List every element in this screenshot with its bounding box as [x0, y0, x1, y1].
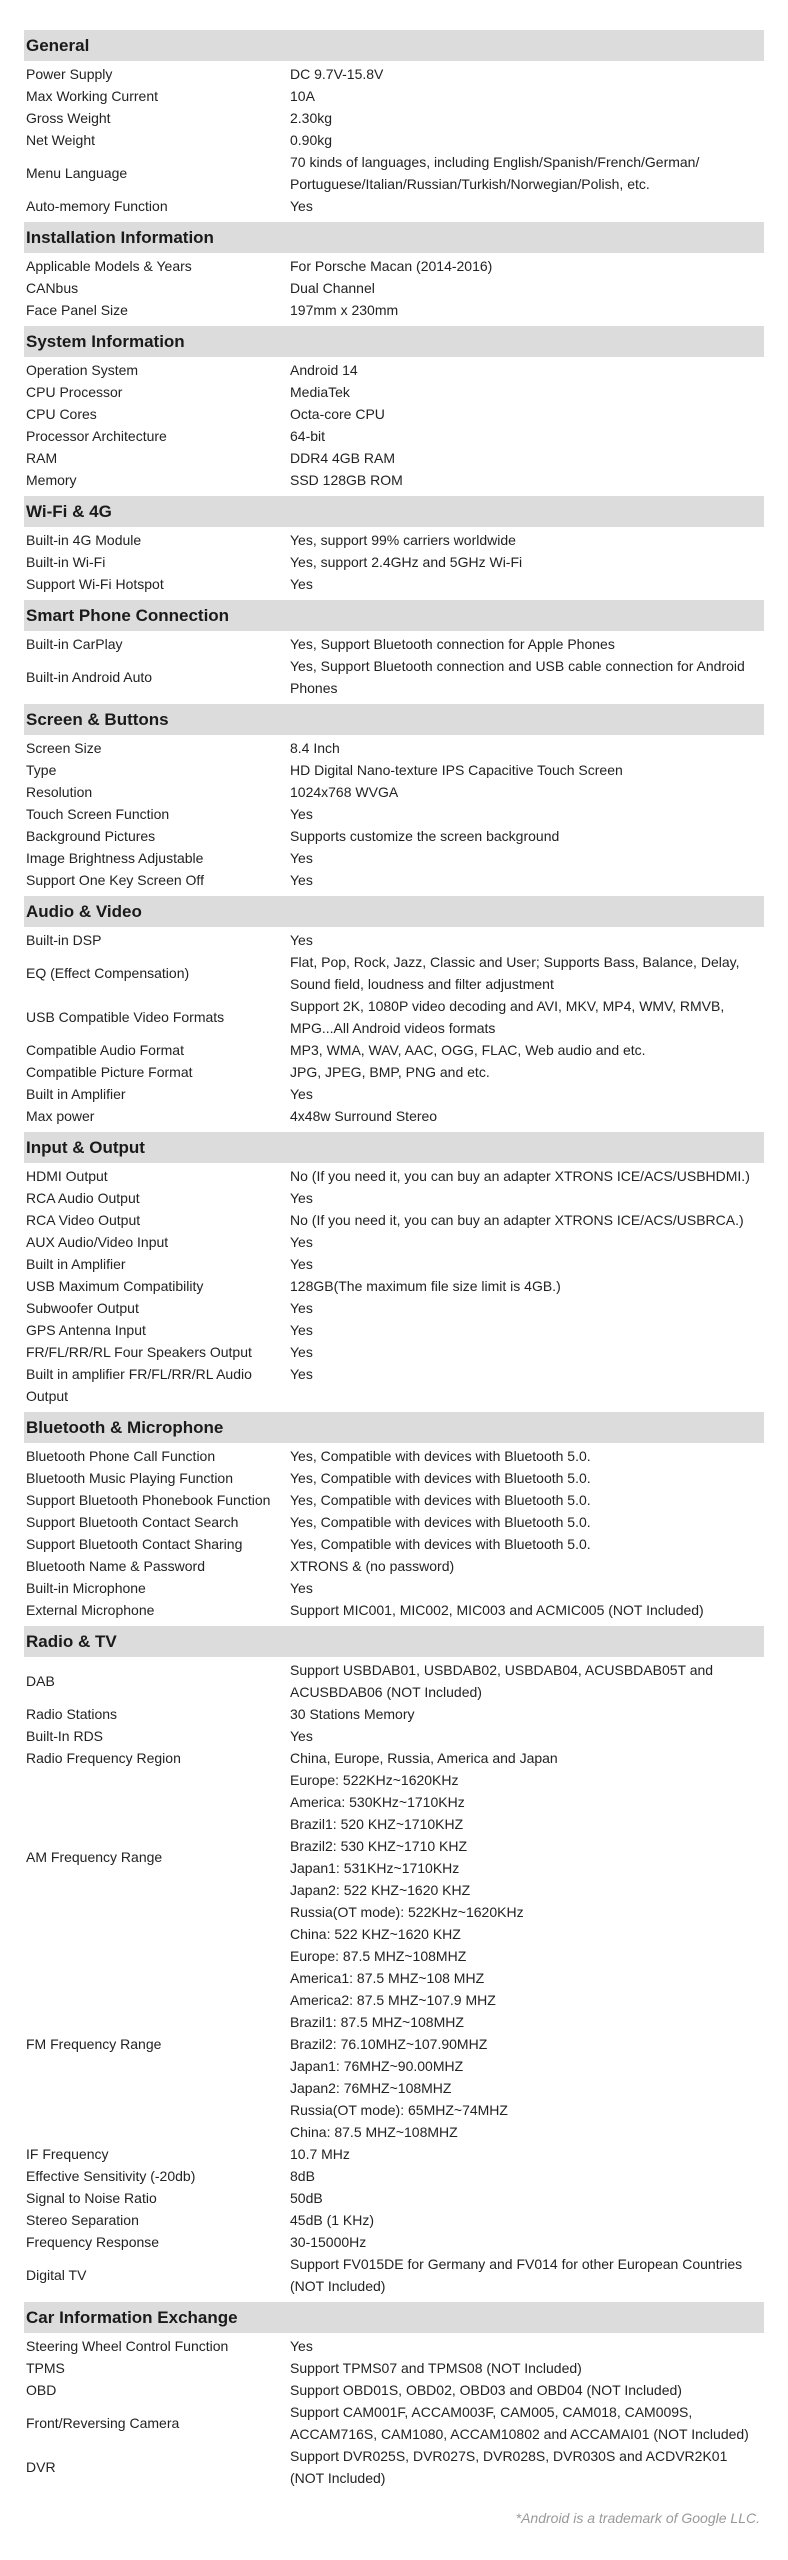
spec-value: 197mm x 230mm [290, 302, 399, 318]
spec-row [24, 1703, 764, 1725]
section-screen-buttons [24, 704, 764, 892]
spec-row [24, 2335, 764, 2357]
spec-value: Android 14 [290, 362, 358, 378]
spec-value: 0.90kg [290, 132, 333, 148]
spec-row [24, 1599, 764, 1621]
spec-rows [24, 927, 764, 1128]
section-title: System Information [24, 326, 764, 357]
spec-value: Yes [290, 806, 313, 822]
spec-value: 64-bit [290, 428, 326, 444]
spec-label: GPS Antenna Input [26, 1322, 146, 1338]
spec-value: Support FV015DE for Germany and FV014 for other European Countries (NOT Included) [290, 2256, 743, 2294]
spec-label: Compatible Audio Format [26, 1042, 184, 1058]
spec-row [24, 425, 764, 447]
spec-value: 50dB [290, 2190, 323, 2206]
spec-value: 30 Stations Memory [290, 1706, 415, 1722]
spec-row [24, 403, 764, 425]
spec-value-line: China: 87.5 MHZ~108MHZ [290, 2124, 458, 2140]
spec-row [24, 107, 764, 129]
spec-value: Yes [290, 1190, 313, 1206]
spec-rows [24, 1657, 764, 2298]
spec-label: Gross Weight [26, 110, 111, 126]
spec-value-line: Russia(OT mode): 65MHZ~74MHZ [290, 2102, 508, 2118]
spec-value: Yes [290, 1366, 313, 1382]
spec-row [24, 1231, 764, 1253]
spec-label: Support Wi-Fi Hotspot [26, 576, 164, 592]
spec-row [24, 1319, 764, 1341]
section-title: Radio & TV [24, 1626, 764, 1657]
spec-label: Image Brightness Adjustable [26, 850, 204, 866]
spec-row [24, 2143, 764, 2165]
spec-label: Built in Amplifier [26, 1256, 126, 1272]
spec-row [24, 2165, 764, 2187]
section-title: Audio & Video [24, 896, 764, 927]
spec-label: USB Maximum Compatibility [26, 1278, 204, 1294]
spec-rows [24, 2333, 764, 2490]
spec-value-line: America: 530KHz~1710KHz [290, 1794, 465, 1810]
spec-label: Built-in DSP [26, 932, 102, 948]
spec-row [24, 1061, 764, 1083]
spec-row [24, 277, 764, 299]
spec-value: Yes, Support Bluetooth connection and USB cable connection for Android Phones [290, 658, 745, 696]
section-title: General [24, 30, 764, 61]
spec-value: 30-15000Hz [290, 2234, 367, 2250]
spec-value-line: Brazil2: 76.10MHZ~107.90MHZ [290, 2036, 488, 2052]
section-wi-fi-4g [24, 496, 764, 596]
spec-value: Octa-core CPU [290, 406, 385, 422]
spec-value: Yes, Support Bluetooth connection for Apple Phones [290, 636, 615, 652]
spec-value: 70 kinds of languages, including English/Spanish/French/German/ Portuguese/Italian/Russian/Turkish/Norwegian/Polish, etc. [290, 154, 700, 192]
spec-value: Yes [290, 576, 313, 592]
spec-value: Yes [290, 932, 313, 948]
spec-row [24, 2209, 764, 2231]
spec-row [24, 1659, 764, 1703]
spec-label: CANbus [26, 280, 79, 296]
spec-label: RAM [26, 450, 58, 466]
spec-value: For Porsche Macan (2014-2016) [290, 258, 493, 274]
spec-label: Support Bluetooth Phonebook Function [26, 1492, 271, 1508]
spec-label: Built-in CarPlay [26, 636, 123, 652]
spec-value: XTRONS & (no password) [290, 1558, 455, 1574]
spec-row [24, 529, 764, 551]
spec-row [24, 299, 764, 321]
section-bluetooth-microphone [24, 1412, 764, 1622]
spec-value: Yes, Compatible with devices with Bluetooth 5.0. [290, 1514, 591, 1530]
spec-row [24, 151, 764, 195]
spec-label: Support Bluetooth Contact Sharing [26, 1536, 243, 1552]
spec-row [24, 1945, 764, 2143]
spec-label: Applicable Models & Years [26, 258, 192, 274]
spec-value: Yes [290, 1234, 313, 1250]
spec-sheet [24, 0, 764, 2526]
spec-row [24, 1769, 764, 1945]
spec-value-line: Europe: 87.5 MHZ~108MHZ [290, 1948, 467, 1964]
spec-row [24, 2357, 764, 2379]
spec-value: Yes, Compatible with devices with Bluetooth 5.0. [290, 1448, 591, 1464]
spec-label: Built-In RDS [26, 1728, 104, 1744]
spec-label: Radio Frequency Region [26, 1750, 181, 1766]
spec-rows [24, 1443, 764, 1622]
spec-label: Auto-memory Function [26, 198, 168, 214]
spec-value: Yes, support 99% carriers worldwide [290, 532, 516, 548]
spec-label: Face Panel Size [26, 302, 128, 318]
spec-row [24, 1341, 764, 1363]
spec-row [24, 129, 764, 151]
spec-label: RCA Audio Output [26, 1190, 140, 1206]
section-system-information [24, 326, 764, 492]
spec-label: RCA Video Output [26, 1212, 141, 1228]
spec-label: Screen Size [26, 740, 102, 756]
spec-value: Yes [290, 1344, 313, 1360]
spec-value: Flat, Pop, Rock, Jazz, Classic and User; Supports Bass, Balance, Delay, Sound field, loudness and filter adjustment [290, 954, 740, 992]
spec-label: Stereo Separation [26, 2212, 139, 2228]
spec-value: Yes [290, 198, 313, 214]
spec-value: SSD 128GB ROM [290, 472, 403, 488]
spec-label: Built in amplifier FR/FL/RR/RL Audio Output [26, 1366, 252, 1404]
spec-row [24, 759, 764, 781]
spec-label: IF Frequency [26, 2146, 109, 2162]
section-smart-phone-connection [24, 600, 764, 700]
spec-value: Yes [290, 1322, 313, 1338]
spec-value: 1024x768 WVGA [290, 784, 399, 800]
spec-value: MediaTek [290, 384, 350, 400]
spec-label: Bluetooth Name & Password [26, 1558, 205, 1574]
spec-label: Digital TV [26, 2267, 87, 2283]
spec-value: Yes [290, 1580, 313, 1596]
spec-label: Memory [26, 472, 77, 488]
spec-value: Support USBDAB01, USBDAB02, USBDAB04, ACUSBDAB05T and ACUSBDAB06 (NOT Included) [290, 1662, 714, 1700]
spec-value: 10.7 MHz [290, 2146, 350, 2162]
spec-label: Resolution [26, 784, 93, 800]
spec-label: Compatible Picture Format [26, 1064, 193, 1080]
spec-row [24, 929, 764, 951]
spec-row [24, 1577, 764, 1599]
spec-row [24, 1187, 764, 1209]
spec-row [24, 1253, 764, 1275]
spec-value-line: Japan2: 76MHZ~108MHZ [290, 2080, 452, 2096]
spec-row [24, 2187, 764, 2209]
spec-value-line: Brazil2: 530 KHZ~1710 KHZ [290, 1838, 468, 1854]
spec-label: Front/Reversing Camera [26, 2415, 180, 2431]
spec-label: Operation System [26, 362, 139, 378]
spec-value: DC 9.7V-15.8V [290, 66, 384, 82]
spec-row [24, 2445, 764, 2489]
spec-value: No (If you need it, you can buy an adapter XTRONS ICE/ACS/USBHDMI.) [290, 1168, 750, 1184]
spec-label: Built in Amplifier [26, 1086, 126, 1102]
spec-value: JPG, JPEG, BMP, PNG and etc. [290, 1064, 490, 1080]
spec-label: Menu Language [26, 165, 128, 181]
spec-label: FR/FL/RR/RL Four Speakers Output [26, 1344, 252, 1360]
spec-value: Dual Channel [290, 280, 375, 296]
spec-row [24, 2401, 764, 2445]
spec-value: Support OBD01S, OBD02, OBD03 and OBD04 (NOT Included) [290, 2382, 682, 2398]
spec-row [24, 2231, 764, 2253]
spec-row [24, 359, 764, 381]
section-title: Car Information Exchange [24, 2302, 764, 2333]
spec-rows [24, 631, 764, 700]
spec-value-line: Japan2: 522 KHZ~1620 KHZ [290, 1882, 471, 1898]
section-radio-tv [24, 1626, 764, 2298]
spec-value [290, 1945, 764, 2143]
spec-value: Yes [290, 850, 313, 866]
spec-value [290, 1769, 764, 1945]
section-input-output [24, 1132, 764, 1408]
spec-row [24, 85, 764, 107]
section-title: Smart Phone Connection [24, 600, 764, 631]
spec-label: Processor Architecture [26, 428, 167, 444]
spec-value: 4x48w Surround Stereo [290, 1108, 438, 1124]
section-title: Installation Information [24, 222, 764, 253]
spec-label: FM Frequency Range [26, 2036, 162, 2052]
spec-value: Yes, Compatible with devices with Bluetooth 5.0. [290, 1536, 591, 1552]
spec-value: Yes, Compatible with devices with Bluetooth 5.0. [290, 1470, 591, 1486]
spec-value: Yes [290, 1256, 313, 1272]
spec-value: Yes [290, 1300, 313, 1316]
spec-row [24, 573, 764, 595]
spec-row [24, 1297, 764, 1319]
spec-row [24, 995, 764, 1039]
spec-value: Yes [290, 872, 313, 888]
spec-row [24, 1555, 764, 1577]
spec-label: Max power [26, 1108, 95, 1124]
spec-label: DVR [26, 2459, 56, 2475]
spec-value: Yes, support 2.4GHz and 5GHz Wi-Fi [290, 554, 523, 570]
spec-value-line: Russia(OT mode): 522KHz~1620KHz [290, 1904, 524, 1920]
spec-label: Built-in Microphone [26, 1580, 146, 1596]
spec-row [24, 2253, 764, 2297]
spec-row [24, 195, 764, 217]
spec-value: 45dB (1 KHz) [290, 2212, 375, 2228]
spec-row [24, 1363, 764, 1407]
section-car-information-exchange [24, 2302, 764, 2490]
spec-row [24, 447, 764, 469]
spec-label: TPMS [26, 2360, 65, 2376]
spec-row [24, 469, 764, 491]
spec-row [24, 847, 764, 869]
spec-row [24, 1445, 764, 1467]
spec-value: Support TPMS07 and TPMS08 (NOT Included) [290, 2360, 582, 2376]
spec-row [24, 1275, 764, 1297]
spec-label: Bluetooth Music Playing Function [26, 1470, 233, 1486]
spec-value: Support MIC001, MIC002, MIC003 and ACMIC005 (NOT Included) [290, 1602, 704, 1618]
spec-label: Built-in Wi-Fi [26, 554, 106, 570]
spec-value: 2.30kg [290, 110, 333, 126]
spec-sections [24, 30, 764, 2490]
spec-label: Frequency Response [26, 2234, 160, 2250]
spec-label: Type [26, 762, 57, 778]
spec-label: Signal to Noise Ratio [26, 2190, 157, 2206]
spec-row [24, 1039, 764, 1061]
spec-value-line: Brazil1: 520 KHZ~1710KHZ [290, 1816, 464, 1832]
spec-row [24, 803, 764, 825]
section-title: Input & Output [24, 1132, 764, 1163]
section-title: Bluetooth & Microphone [24, 1412, 764, 1443]
spec-label: Built-in Android Auto [26, 669, 153, 685]
spec-label: Steering Wheel Control Function [26, 2338, 229, 2354]
section-audio-video [24, 896, 764, 1128]
spec-rows [24, 527, 764, 596]
spec-value: Support 2K, 1080P video decoding and AVI, MKV, MP4, WMV, RMVB, MPG...All Android videos formats [290, 998, 725, 1036]
spec-value: MP3, WMA, WAV, AAC, OGG, FLAC, Web audio and etc. [290, 1042, 646, 1058]
spec-label: EQ (Effect Compensation) [26, 965, 190, 981]
spec-value-line: Japan1: 76MHZ~90.00MHZ [290, 2058, 464, 2074]
trademark-footnote: *Android is a trademark of Google LLC. [515, 2510, 760, 2526]
spec-value-line: China: 522 KHZ~1620 KHZ [290, 1926, 461, 1942]
section-title: Wi-Fi & 4G [24, 496, 764, 527]
spec-rows [24, 1163, 764, 1408]
spec-row [24, 1511, 764, 1533]
spec-row [24, 1083, 764, 1105]
spec-row [24, 1105, 764, 1127]
spec-value: 8dB [290, 2168, 315, 2184]
spec-row [24, 633, 764, 655]
spec-label: Background Pictures [26, 828, 156, 844]
spec-label: USB Compatible Video Formats [26, 1009, 225, 1025]
spec-row [24, 781, 764, 803]
spec-value: Yes, Compatible with devices with Bluetooth 5.0. [290, 1492, 591, 1508]
spec-label: CPU Cores [26, 406, 97, 422]
spec-rows [24, 735, 764, 892]
spec-row [24, 381, 764, 403]
spec-label: Touch Screen Function [26, 806, 170, 822]
spec-label: Subwoofer Output [26, 1300, 139, 1316]
spec-value: 128GB(The maximum file size limit is 4GB.) [290, 1278, 561, 1294]
spec-label: DAB [26, 1673, 55, 1689]
spec-label: Max Working Current [26, 88, 159, 104]
spec-row [24, 869, 764, 891]
spec-label: Power Supply [26, 66, 113, 82]
spec-value: No (If you need it, you can buy an adapter XTRONS ICE/ACS/USBRCA.) [290, 1212, 744, 1228]
spec-value-line: Brazil1: 87.5 MHZ~108MHZ [290, 2014, 464, 2030]
spec-value: Support DVR025S, DVR027S, DVR028S, DVR030S and ACDVR2K01 (NOT Included) [290, 2448, 728, 2486]
spec-row [24, 551, 764, 573]
spec-label: Effective Sensitivity (-20db) [26, 2168, 196, 2184]
spec-label: Bluetooth Phone Call Function [26, 1448, 216, 1464]
spec-label: External Microphone [26, 1602, 155, 1618]
spec-label: CPU Processor [26, 384, 123, 400]
spec-label: Built-in 4G Module [26, 532, 142, 548]
spec-value: 10A [290, 88, 315, 104]
spec-value-line: Europe: 522KHz~1620KHz [290, 1772, 459, 1788]
spec-row [24, 1209, 764, 1231]
spec-label: Net Weight [26, 132, 95, 148]
spec-row [24, 1165, 764, 1187]
spec-label: OBD [26, 2382, 57, 2398]
spec-row [24, 63, 764, 85]
spec-label: Support One Key Screen Off [26, 872, 204, 888]
spec-value: China, Europe, Russia, America and Japan [290, 1750, 558, 1766]
spec-value-line: Japan1: 531KHz~1710KHz [290, 1860, 460, 1876]
spec-rows [24, 253, 764, 322]
spec-row [24, 655, 764, 699]
spec-rows [24, 61, 764, 218]
spec-row [24, 1467, 764, 1489]
spec-value: 8.4 Inch [290, 740, 340, 756]
spec-row [24, 1489, 764, 1511]
spec-value: HD Digital Nano-texture IPS Capacitive Touch Screen [290, 762, 623, 778]
spec-row [24, 737, 764, 759]
section-general [24, 30, 764, 218]
spec-row [24, 1747, 764, 1769]
spec-row [24, 255, 764, 277]
spec-label: HDMI Output [26, 1168, 108, 1184]
spec-row [24, 2379, 764, 2401]
spec-label: AM Frequency Range [26, 1849, 163, 1865]
spec-value: Support CAM001F, ACCAM003F, CAM005, CAM018, CAM009S, ACCAM716S, CAM1080, ACCAM10802 and ACCAMAI01 (NOT Included) [290, 2404, 749, 2442]
spec-rows [24, 357, 764, 492]
spec-value: Supports customize the screen background [290, 828, 560, 844]
spec-value: Yes [290, 2338, 313, 2354]
spec-value: DDR4 4GB RAM [290, 450, 396, 466]
spec-label: Support Bluetooth Contact Search [26, 1514, 239, 1530]
spec-value-line: America1: 87.5 MHZ~108 MHZ [290, 1970, 485, 1986]
spec-row [24, 1725, 764, 1747]
section-installation-information [24, 222, 764, 322]
spec-label: AUX Audio/Video Input [26, 1234, 169, 1250]
spec-row [24, 951, 764, 995]
section-title: Screen & Buttons [24, 704, 764, 735]
spec-value: Yes [290, 1728, 313, 1744]
spec-row [24, 825, 764, 847]
spec-label: Radio Stations [26, 1706, 118, 1722]
spec-row [24, 1533, 764, 1555]
spec-value: Yes [290, 1086, 313, 1102]
spec-value-line: America2: 87.5 MHZ~107.9 MHZ [290, 1992, 496, 2008]
